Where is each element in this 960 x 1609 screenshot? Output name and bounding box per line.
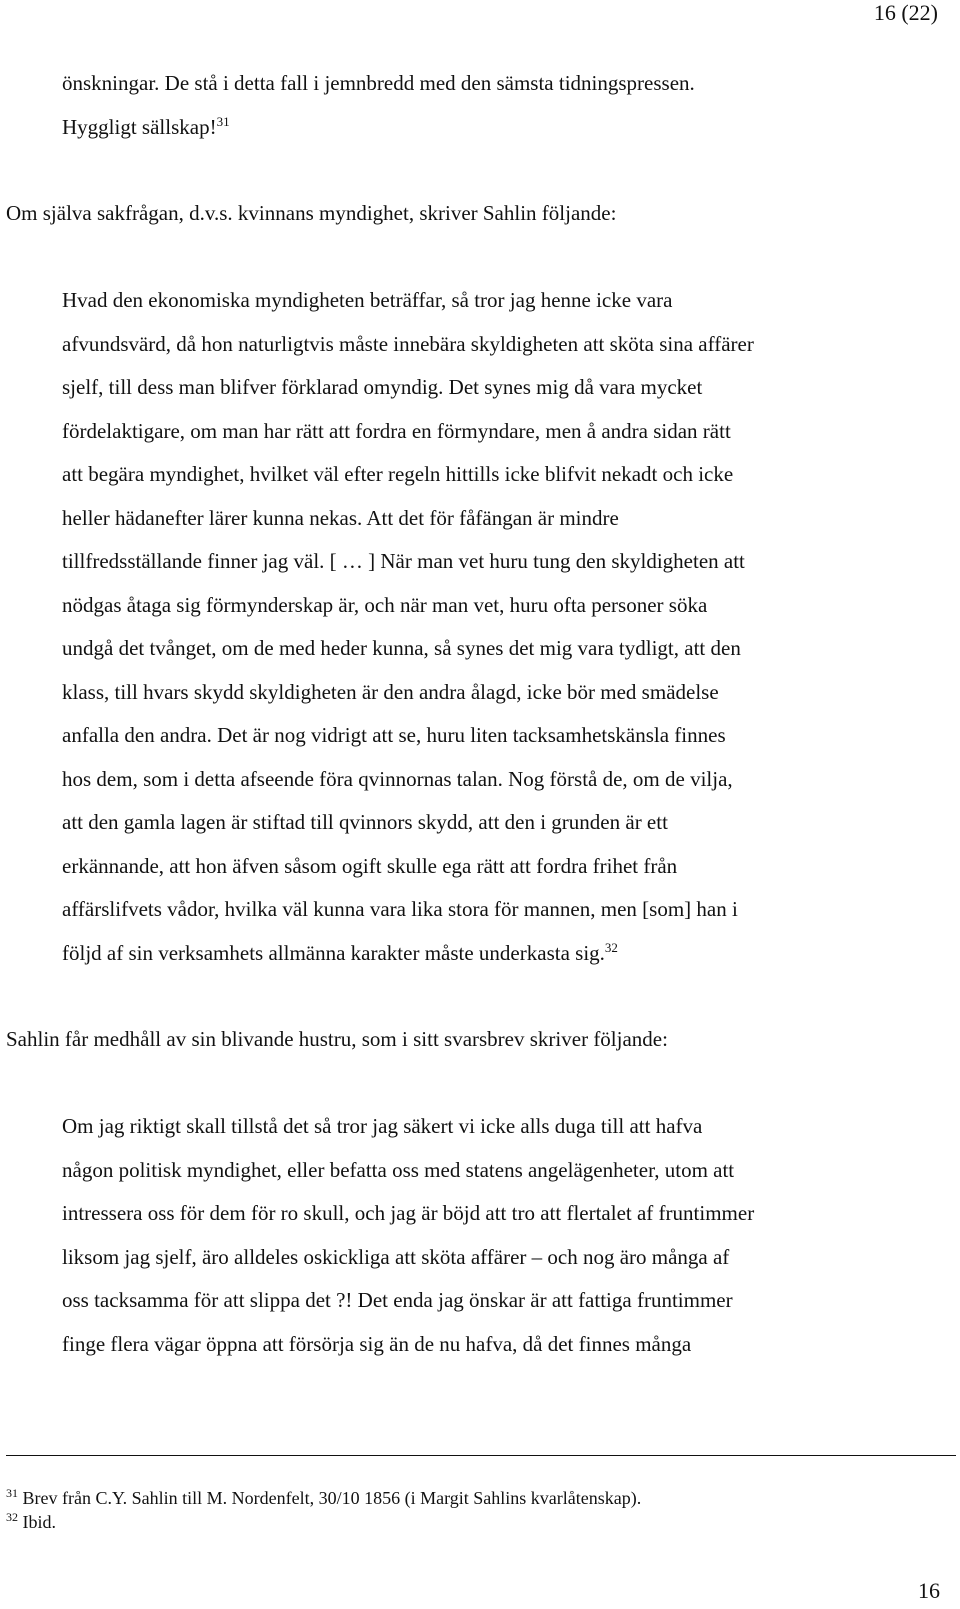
block-quote-sahlin — [62, 279, 754, 975]
text-line-content: Hyggligt sällskap! — [62, 114, 217, 139]
quote-line: erkännande, att hon äfven såsom ogift skulle ega rätt att fordra frihet från — [62, 853, 678, 878]
paragraph-medhall — [6, 1018, 668, 1062]
page-number: 16 — [918, 1578, 940, 1603]
text-line: Om själva sakfrågan, d.v.s. kvinnans myndighet, skriver Sahlin följande: — [6, 201, 617, 225]
block-quote-hustru — [62, 1105, 754, 1366]
quote-line: finge flera vägar öppna att försörja sig än de nu hafva, då det finnes många — [62, 1331, 692, 1356]
quote-line: klass, till hvars skydd skyldigheten är den andra ålagd, icke bör med smädelse — [62, 679, 719, 704]
paragraph-intro — [62, 62, 695, 149]
quote-line: intressera oss för dem för ro skull, och jag är böjd att tro att flertalet af fruntimmer — [62, 1201, 755, 1225]
text-line — [62, 106, 695, 150]
footnote-divider — [6, 1455, 956, 1456]
quote-line: heller hädanefter lärer kunna nekas. Att det för fåfängan är mindre — [62, 505, 619, 530]
text-line: önskningar. De stå i detta fall i jemnbredd med den sämsta tidningspressen. — [62, 71, 695, 95]
footnote-text: Brev från C.Y. Sahlin till M. Nordenfelt, 30/10 1856 (i Margit Sahlins kvarlåtenskap). — [22, 1488, 642, 1508]
footnotes — [6, 1486, 641, 1534]
footnote-31 — [6, 1486, 641, 1510]
footnote-number: 32 — [6, 1510, 18, 1524]
quote-line: nödgas åtaga sig förmynderskap är, och när man vet, huru ofta personer söka — [62, 592, 708, 617]
quote-line-content: följd af sin verksamhets allmänna karakter måste underkasta sig. — [62, 940, 605, 965]
quote-line: undgå det tvånget, om de med heder kunna, så synes det mig vara tydligt, att den — [62, 636, 741, 660]
quote-line: fördelaktigare, om man har rätt att fordra en förmyndare, men å andra sidan rätt — [62, 418, 731, 443]
footnote-32 — [6, 1510, 641, 1534]
quote-line: någon politisk myndighet, eller befatta oss med statens angelägenheter, utom att — [62, 1157, 735, 1182]
quote-line — [62, 932, 754, 976]
quote-line: att den gamla lagen är stiftad till qvinnors skydd, att den i grunden är ett — [62, 810, 668, 834]
quote-line: sjelf, till dess man blifver förklarad omyndig. Det synes mig då vara mycket — [62, 375, 703, 399]
footnote-ref-31: 31 — [216, 113, 230, 129]
quote-line: anfalla den andra. Det är nog vidrigt att se, huru liten tacksamhetskänsla finnes — [62, 723, 726, 747]
quote-line: liksom jag sjelf, äro alldeles oskickliga att sköta affärer – och nog äro många af — [62, 1244, 730, 1269]
quote-line: Om jag riktigt skall tillstå det så tror jag säkert vi icke alls duga till att hafva — [62, 1114, 703, 1138]
quote-line: afvundsvärd, då hon naturligtvis måste innebära skyldigheten att sköta sina affärer — [62, 331, 754, 356]
quote-line: affärslifvets vådor, hvilka väl kunna vara lika stora för mannen, men [som] han i — [62, 897, 738, 921]
footnote-text: Ibid. — [22, 1512, 56, 1532]
quote-line: Hvad den ekonomiska myndigheten beträffar, så tror jag henne icke vara — [62, 288, 673, 312]
paragraph-sakfragan — [6, 192, 616, 236]
quote-line: hos dem, som i detta afseende föra qvinnornas talan. Nog förstå de, om de vilja, — [62, 766, 733, 791]
quote-line: att begära myndighet, hvilket väl efter regeln hittills icke blifvit nekadt och icke — [62, 462, 734, 486]
footnote-number: 31 — [6, 1486, 18, 1500]
footnote-ref-32: 32 — [604, 939, 618, 955]
quote-line: tillfredsställande finner jag väl. [ … ] När man vet huru tung den skyldigheten att — [62, 549, 745, 573]
page-header: 16 (22) — [873, 0, 938, 25]
quote-line: oss tacksamma för att slippa det ?! Det enda jag önskar är att fattiga fruntimmer — [62, 1288, 733, 1312]
text-line: Sahlin får medhåll av sin blivande hustru, som i sitt svarsbrev skriver följande: — [6, 1027, 668, 1051]
